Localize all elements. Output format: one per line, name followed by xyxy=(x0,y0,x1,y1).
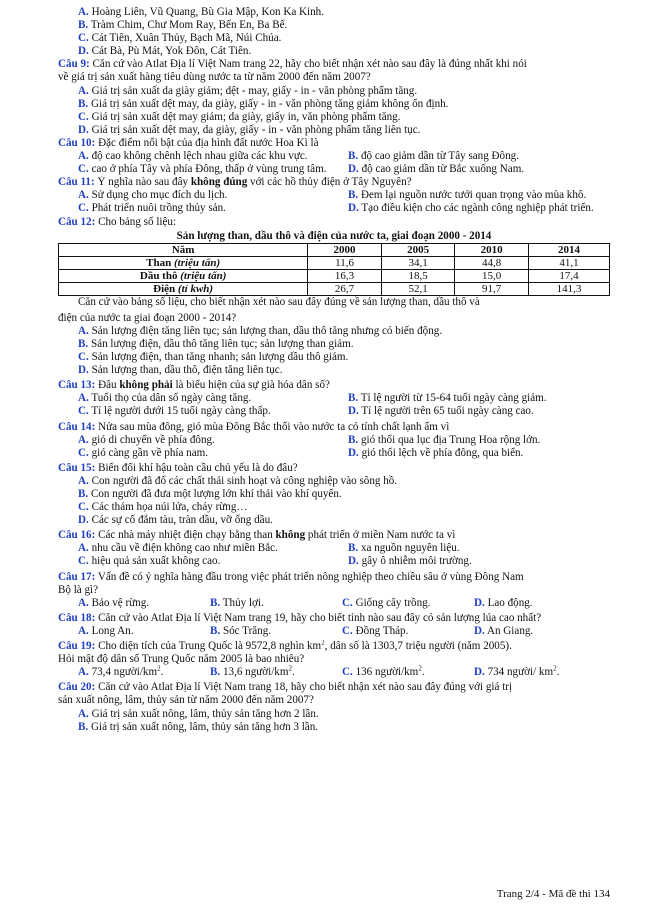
table-cell: 17,4 xyxy=(528,269,609,282)
q8-option-d: D. Cát Bà, Pù Mát, Yok Đôn, Cát Tiên. xyxy=(78,45,252,58)
q19-option-c: C. 136 người/$km^2$. xyxy=(342,664,425,679)
q17-option-c: C. Giống cây trồng. xyxy=(342,596,431,609)
q12-option-d: D. Sản lượng than, dầu thô, điện tăng liên tục. xyxy=(78,364,283,377)
table-cell: 11,6 xyxy=(308,256,382,269)
q19-stem-cont: Hỏi mật độ dân số Trung Quốc năm 2005 là bao nhiêu? xyxy=(58,653,305,666)
q11-option-c: C. Phát triển nuôi trồng thủy sản. xyxy=(78,202,226,215)
q12-question-cont: điện của nước ta giai đoạn 2000 - 2014? xyxy=(58,311,237,324)
q11-option-d: D. Tạo điều kiện cho các ngành công nghiệp phát triển. xyxy=(348,202,594,215)
q11-stem: Câu 11: Ý nghĩa nào sau đây không đúng với các hồ thủy điện ở Tây Nguyên? xyxy=(58,176,412,189)
row-label: Điện (tỉ kwh) xyxy=(59,282,308,295)
q14-option-b: B. gió thổi qua lục địa Trung Hoa rộng lớn. xyxy=(348,433,541,446)
q18-options xyxy=(58,625,610,638)
table-cell: 91,7 xyxy=(455,282,529,295)
q16-option-a: A. nhu cầu về điện không cao như miền Bắc. xyxy=(78,542,278,555)
q13-option-d: D. Tỉ lệ người trên 65 tuổi ngày càng cao. xyxy=(348,405,534,418)
q10-option-c: C. cao ở phía Tây và phía Đông, thấp ở vùng trung tâm. xyxy=(78,163,327,176)
q9-option-a: A. Giá trị sản xuất da giày giảm; dệt - may, giấy - in - văn phòng phẩm tăng. xyxy=(78,84,418,97)
q12-option-b: B. Sản lượng điện, dầu thô tăng liên tục; sản lượng than giảm. xyxy=(78,337,354,350)
row-label: Dầu thô (triệu tấn) xyxy=(59,269,308,282)
q18-option-a: A. Long An. xyxy=(78,624,134,637)
q14-option-d: D. gió thổi lệch về phía đông, qua biển. xyxy=(348,446,524,459)
q12-option-a: A. Sản lượng điện tăng liên tục; sản lượng than, dầu thô tăng nhưng có biến động. xyxy=(78,324,443,337)
q12-option-c: C. Sản lượng điện, than tăng nhanh; sản lượng dầu thô giảm. xyxy=(78,351,349,364)
q20-option-b: B. Giá trị sản xuất nông, lâm, thủy sản tăng hơn 3 lần. xyxy=(78,720,319,733)
q20-stem: Câu 20: Căn cứ vào Atlat Địa lí Việt Nam trang 18, hãy cho biết nhận xét nào sau đây đúng với giá trị xyxy=(58,681,513,694)
q13-option-c: C. Tỉ lệ người dưới 15 tuổi ngày càng thấp. xyxy=(78,405,271,418)
q10-stem: Câu 10: Đặc điểm nổi bật của địa hình đất nước Hoa Kì là xyxy=(58,136,319,149)
table-row xyxy=(59,269,610,282)
table-cell: 41,1 xyxy=(528,256,609,269)
q18-option-d: D. An Giang. xyxy=(474,624,534,637)
q19-options xyxy=(58,666,610,679)
q10-option-b: B. độ cao giảm dần từ Tây sang Đông. xyxy=(348,150,519,163)
q17-option-b: B. Thủy lợi. xyxy=(210,596,264,609)
table-cell: 34,1 xyxy=(381,256,455,269)
q12-table-caption: Sản lượng than, dầu thô và điện của nước ta, giai đoạn 2000 - 2014 xyxy=(176,229,492,242)
q9-option-b: B. Giá trị sản xuất dệt may, da giày, giấy - in - văn phòng tăng giảm không ổn định. xyxy=(78,97,449,110)
table-row xyxy=(59,256,610,269)
q10-options-row1 xyxy=(58,150,610,163)
q16-option-b: B. xa nguồn nguyên liệu. xyxy=(348,542,460,555)
q15-stem: Câu 15: Biến đổi khí hậu toàn cầu chủ yếu là do đâu? xyxy=(58,461,298,474)
q17-option-a: A. Bảo vệ rừng. xyxy=(78,596,150,609)
q8-option-b: B. Tràm Chim, Chư Mom Ray, Bến En, Ba Bể. xyxy=(78,19,288,32)
q9-option-c: C. Giá trị sản xuất dệt may giảm; da giày, giấy in, văn phòng phẩm tăng. xyxy=(78,110,401,123)
q9-stem: Câu 9: Căn cứ vào Atlat Địa lí Việt Nam trang 22, hãy cho biết nhận xét nào sau đây là đúng nhất khi nói xyxy=(58,58,527,71)
q14-option-c: C. gió càng gần về phía nam. xyxy=(78,446,209,459)
q8-option-a: A. Hoàng Liên, Vũ Quang, Bù Gia Mập, Kon Ka Kinh. xyxy=(78,6,324,18)
q16-option-c: C. hiệu quả sản xuất không cao. xyxy=(78,555,221,568)
q11-option-a: A. Sử dụng cho mục đích du lịch. xyxy=(78,189,228,202)
q14-options-row2 xyxy=(58,447,610,460)
q15-option-b: B. Con người đã đưa một lượng lớn khí thải vào khí quyển. xyxy=(78,488,342,500)
q18-stem: Câu 18: Căn cứ vào Atlat Địa lí Việt Nam trang 19, hãy cho biết tỉnh nào sau đây có sản lượng lúa cao nhất? xyxy=(58,611,542,624)
page-footer: Trang 2/4 - Mã đề thi 134 xyxy=(496,888,610,900)
q16-options-row1 xyxy=(58,542,610,555)
q8-option-c: C. Cát Tiên, Xuân Thủy, Bạch Mã, Núi Chúa. xyxy=(78,32,282,45)
table-cell: 16,3 xyxy=(308,269,382,282)
q15-option-a: A. Con người đã đổ các chất thải sinh hoạt và công nghiệp vào sông hồ. xyxy=(78,474,398,487)
q19-stem: Câu 19: Cho diện tích của Trung Quốc là 9572,8 nghìn $km^2$, dân số là 1303,7 triệu người (năm 2005). xyxy=(58,640,512,653)
table-header-cell: 2014 xyxy=(528,243,609,256)
q13-option-a: A. Tuổi thọ của dân số ngày càng tăng. xyxy=(78,392,252,405)
exam-page xyxy=(58,6,610,734)
q15-option-c: C. Các thảm họa núi lửa, cháy rừng… xyxy=(78,501,248,514)
q12-stem: Câu 12: Cho bảng số liệu: xyxy=(58,215,177,228)
q10-option-d: D. độ cao giảm dần từ Bắc xuống Nam. xyxy=(348,163,525,176)
table-header-row xyxy=(59,243,610,256)
table-row xyxy=(59,282,610,295)
q16-stem: Câu 16: Các nhà máy nhiệt điện chạy bằng than không phát triển ở miền Nam nước ta vì xyxy=(58,529,456,542)
q18-option-b: B. Sóc Trăng. xyxy=(210,624,272,637)
table-cell: 15,0 xyxy=(455,269,529,282)
q15-option-d: D. Các sự cố đắm tàu, tràn dầu, vỡ ống dầu. xyxy=(78,514,273,527)
q17-stem: Câu 17: Vấn đề có ý nghĩa hàng đầu trong việc phát triển nông nghiệp theo chiều sâu ở vùng Đông Nam xyxy=(58,570,524,583)
q12-data-table xyxy=(58,243,610,296)
q17-stem-cont: Bộ là gì? xyxy=(58,583,99,596)
q10-options-row2 xyxy=(58,163,610,176)
table-cell: 26,7 xyxy=(308,282,382,295)
q11-options-row2 xyxy=(58,202,610,215)
q14-stem: Câu 14: Nửa sau mùa đông, gió mùa Đông Bắc thổi vào nước ta có tính chất lạnh ẩm vì xyxy=(58,420,450,433)
q13-stem: Câu 13: Đâu không phải là biểu hiện của sự già hóa dân số? xyxy=(58,379,330,392)
q13-options-row2 xyxy=(58,405,610,418)
q19-option-d: D. 734 người/ $km^2$. xyxy=(474,664,560,679)
row-label: Than (triệu tấn) xyxy=(59,256,308,269)
q11-options-row1 xyxy=(58,189,610,202)
q12-question: Căn cứ vào bảng số liệu, cho biết nhận xét nào sau đây đúng về sản lượng than, dầu thô và xyxy=(78,295,480,308)
q20-option-a: A. Giá trị sản xuất nông, lâm, thủy sản tăng hơn 2 lần. xyxy=(78,707,319,720)
q17-option-d: D. Lao động. xyxy=(474,596,533,609)
table-header-cell: 2005 xyxy=(381,243,455,256)
q9-stem-cont: về giá trị sản xuất hàng tiêu dùng nước ta từ năm 2000 đến năm 2007? xyxy=(58,71,371,84)
table-cell: 52,1 xyxy=(381,282,455,295)
q14-options-row1 xyxy=(58,434,610,447)
table-header-cell: 2010 xyxy=(455,243,529,256)
table-header-cell: Năm xyxy=(59,243,308,256)
table-header-cell: 2000 xyxy=(308,243,382,256)
q17-options xyxy=(58,597,610,610)
q10-option-a: A. độ cao không chênh lệch nhau giữa các khu vực. xyxy=(78,150,308,163)
q14-option-a: A. gió di chuyển về phía đông. xyxy=(78,433,215,446)
q18-option-c: C. Đồng Tháp. xyxy=(342,624,409,637)
q19-option-b: B. 13,6 người/$km^2$. xyxy=(210,664,295,679)
q19-option-a: A. 73,4 người/$km^2$. xyxy=(78,664,164,679)
q9-option-d: D. Giá trị sản xuất dệt may, da giày, giấy - in - văn phòng phẩm tăng liên tục. xyxy=(78,123,421,136)
q13-options-row1 xyxy=(58,392,610,405)
table-cell: 18,5 xyxy=(381,269,455,282)
q20-stem-cont: sản xuất nông, lâm, thủy sản từ năm 2000 đến năm 2007? xyxy=(58,694,314,707)
table-cell: 44,8 xyxy=(455,256,529,269)
q16-options-row2 xyxy=(58,555,610,568)
q16-option-d: D. gây ô nhiễm môi trường. xyxy=(348,555,472,568)
q11-option-b: B. Đem lại nguồn nước tưới quan trọng vào mùa khô. xyxy=(348,189,587,202)
q13-option-b: B. Tỉ lệ người từ 15-64 tuổi ngày càng giảm. xyxy=(348,392,547,405)
table-cell: 141,3 xyxy=(528,282,609,295)
